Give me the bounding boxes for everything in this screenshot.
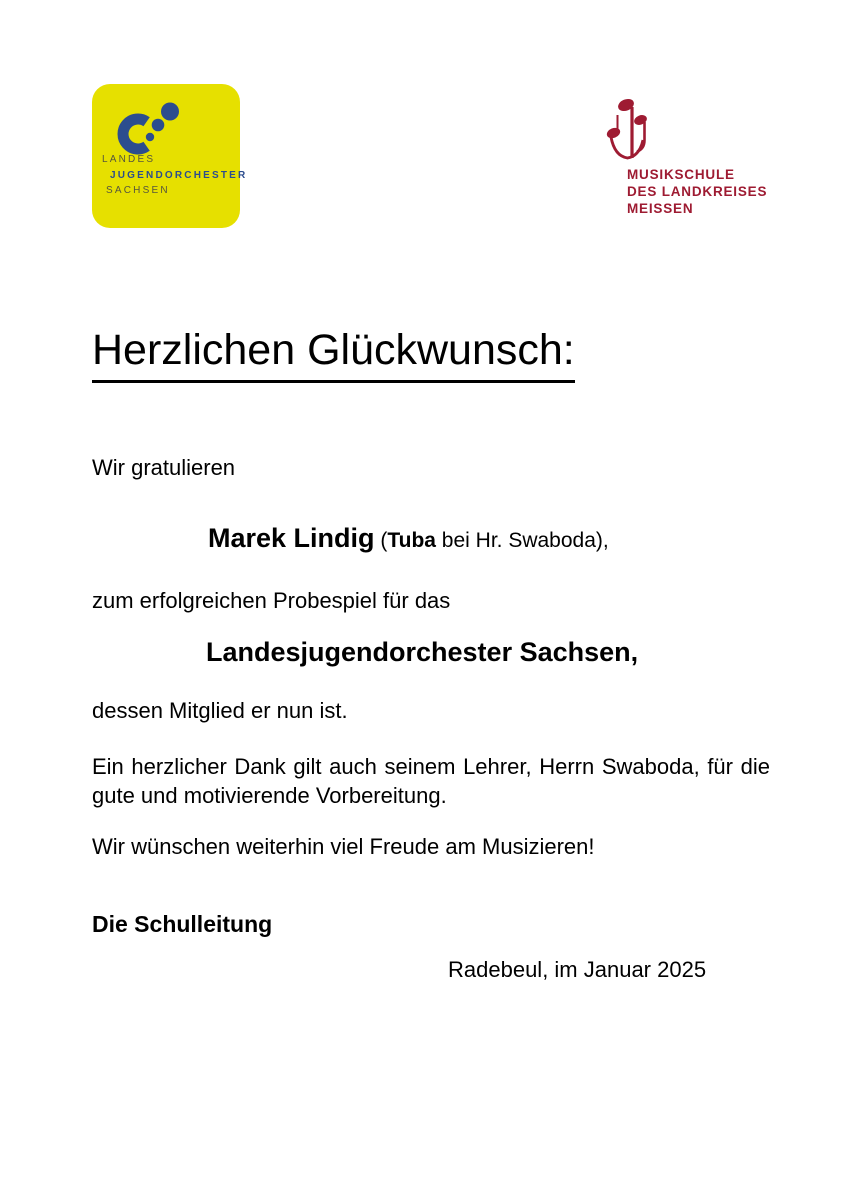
audition-line: zum erfolgreichen Probespiel für das	[92, 588, 451, 613]
orchestra-name-line: Landesjugendorchester Sachsen,	[206, 637, 639, 667]
musikschule-logo-line3: MEISSEN	[627, 201, 694, 216]
place-date-line: Radebeul, im Januar 2025	[448, 957, 707, 982]
musikschule-notes-icon	[604, 96, 656, 168]
awardee-detail-open: (	[374, 529, 388, 552]
thanks-paragraph: Ein herzlicher Dank gilt auch seinem Lehrer, Herrn Swaboda, für die gute und motivierende Vorbereitung.	[92, 754, 770, 808]
awardee-name: Marek Lindig	[208, 523, 375, 553]
membership-line: dessen Mitglied er nun ist.	[92, 698, 348, 723]
ljo-logo-line3: SACHSEN	[106, 185, 170, 196]
ljo-logo-line1: LANDES	[102, 154, 156, 165]
awardee-detail-rest: bei Hr. Swaboda),	[435, 529, 609, 552]
musikschule-logo-line2: DES LANDKREISES	[627, 184, 768, 199]
landesjugendorchester-logo	[92, 84, 248, 228]
awardee-instrument: Tuba	[387, 529, 436, 552]
musikschule-logo-text	[627, 166, 767, 217]
musikschule-logo-line1: MUSIKSCHULE	[627, 167, 735, 182]
ljo-logo-line2: JUGENDORCHESTER	[110, 169, 248, 181]
greeting-line: Wir gratulieren	[92, 455, 236, 480]
signature-line: Die Schulleitung	[92, 911, 273, 937]
awardee-line	[208, 521, 609, 558]
wish-line: Wir wünschen weiterhin viel Freude am Musizieren!	[92, 834, 595, 859]
ljo-logo-text	[102, 152, 247, 199]
letter-heading: Herzlichen Glückwunsch:	[92, 326, 575, 383]
